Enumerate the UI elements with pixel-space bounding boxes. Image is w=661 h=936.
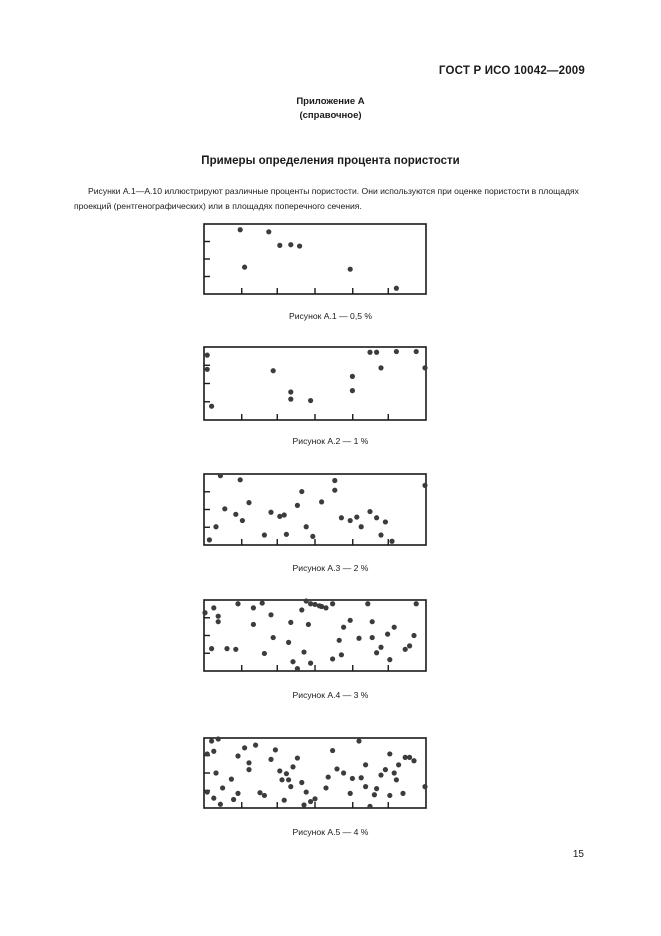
pore-dot: [202, 610, 207, 615]
pore-dot: [235, 753, 240, 758]
pore-dot: [216, 736, 221, 741]
pore-dot: [422, 784, 427, 789]
pore-dot: [216, 619, 221, 624]
pore-dot: [284, 771, 289, 776]
pore-dot: [205, 367, 210, 372]
pore-dot: [209, 738, 214, 743]
pore-dot: [304, 789, 309, 794]
pore-dot: [220, 785, 225, 790]
pore-dot: [211, 749, 216, 754]
pore-dot: [392, 770, 397, 775]
pore-dot: [339, 652, 344, 657]
pore-dot: [240, 518, 245, 523]
pore-dot: [387, 657, 392, 662]
pore-dot: [378, 772, 383, 777]
pore-dot: [304, 524, 309, 529]
pore-dot: [396, 762, 401, 767]
pore-dot: [295, 755, 300, 760]
pore-dot: [301, 649, 306, 654]
pore-dot: [242, 745, 247, 750]
pore-dot: [374, 786, 379, 791]
pore-dot: [308, 661, 313, 666]
pore-dot: [374, 650, 379, 655]
pore-dot: [319, 499, 324, 504]
pore-dot: [257, 790, 262, 795]
pore-dot: [403, 647, 408, 652]
page-number: 15: [572, 849, 584, 860]
document-header: ГОСТ Р ИСО 10042—2009: [438, 65, 585, 77]
figure-a3: [203, 473, 427, 546]
pore-dot: [323, 785, 328, 790]
pore-dot: [295, 503, 300, 508]
pore-dot: [337, 638, 342, 643]
pore-dot: [290, 659, 295, 664]
pore-dot: [299, 489, 304, 494]
pore-dot: [297, 243, 302, 248]
pore-dot: [246, 767, 251, 772]
pore-dot: [209, 404, 214, 409]
pore-dot: [400, 791, 405, 796]
pore-dot: [422, 483, 427, 488]
pore-dot: [235, 791, 240, 796]
pore-dot: [339, 515, 344, 520]
pore-dot: [374, 350, 379, 355]
pore-dot: [205, 751, 210, 756]
pore-dot: [363, 784, 368, 789]
porosity-plot-a4: [203, 599, 427, 672]
pore-dot: [282, 512, 287, 517]
pore-dot: [367, 804, 372, 809]
pore-dot: [394, 286, 399, 291]
pore-dot: [394, 777, 399, 782]
pore-dot: [383, 767, 388, 772]
pore-dot: [312, 796, 317, 801]
pore-dot: [260, 600, 265, 605]
pore-dot: [224, 646, 229, 651]
pore-dot: [277, 243, 282, 248]
pore-dot: [268, 757, 273, 762]
pore-dot: [306, 622, 311, 627]
pore-dot: [407, 755, 412, 760]
body-paragraph-text: Рисунки А.1—А.10 иллюстрируют различные проценты пористости. Они используются при оценке пористости в площадях проекций (рентгенографических) или в площадях поперечного сечения.: [74, 186, 579, 211]
pore-dot: [251, 622, 256, 627]
pore-dot: [262, 793, 267, 798]
pore-dot: [262, 532, 267, 537]
porosity-plot-a5: [203, 737, 427, 809]
pore-dot: [378, 645, 383, 650]
pore-dot: [323, 605, 328, 610]
pore-dot: [207, 537, 212, 542]
pore-dot: [288, 242, 293, 247]
pore-dot: [218, 473, 223, 478]
pore-dot: [354, 514, 359, 519]
pore-dot: [414, 349, 419, 354]
pore-dot: [304, 598, 309, 603]
plot-frame: [204, 474, 426, 545]
pore-dot: [341, 625, 346, 630]
body-paragraph: [74, 184, 589, 214]
pore-dot: [378, 365, 383, 370]
pore-dot: [288, 784, 293, 789]
pore-dot: [211, 796, 216, 801]
plot-frame: [204, 600, 426, 671]
pore-dot: [308, 601, 313, 606]
pore-dot: [350, 374, 355, 379]
pore-dot: [238, 477, 243, 482]
figure-a2: [203, 346, 427, 421]
pore-dot: [374, 515, 379, 520]
pore-dot: [387, 793, 392, 798]
pore-dot: [348, 267, 353, 272]
figure-caption-a3: Рисунок А.3 — 2 %: [292, 563, 369, 573]
pore-dot: [365, 601, 370, 606]
pore-dot: [213, 524, 218, 529]
pore-dot: [238, 227, 243, 232]
pore-dot: [359, 775, 364, 780]
porosity-plot-a3: [203, 473, 427, 546]
pore-dot: [411, 633, 416, 638]
figure-caption-a4: Рисунок А.4 — 3 %: [292, 690, 369, 700]
pore-dot: [277, 768, 282, 773]
pore-dot: [251, 605, 256, 610]
figure-caption-a1: Рисунок А.1 — 0,5 %: [288, 311, 373, 321]
pore-dot: [378, 532, 383, 537]
figure-caption-a2: Рисунок А.2 — 1 %: [292, 436, 369, 446]
pore-dot: [277, 514, 282, 519]
pore-dot: [286, 777, 291, 782]
pore-dot: [326, 774, 331, 779]
pore-dot: [268, 612, 273, 617]
pore-dot: [367, 509, 372, 514]
pore-dot: [271, 368, 276, 373]
pore-dot: [330, 601, 335, 606]
pore-dot: [299, 780, 304, 785]
pore-dot: [310, 534, 315, 539]
pore-dot: [242, 265, 247, 270]
pore-dot: [268, 510, 273, 515]
pore-dot: [414, 601, 419, 606]
pore-dot: [218, 802, 223, 807]
pore-dot: [348, 518, 353, 523]
pore-dot: [312, 602, 317, 607]
pore-dot: [205, 789, 210, 794]
section-title: Примеры определения процента пористости: [201, 155, 460, 167]
porosity-plot-a2: [203, 346, 427, 421]
pore-dot: [288, 389, 293, 394]
pore-dot: [392, 625, 397, 630]
pore-dot: [231, 797, 236, 802]
pore-dot: [350, 388, 355, 393]
pore-dot: [330, 748, 335, 753]
pore-dot: [290, 764, 295, 769]
porosity-plot-a1: [203, 223, 427, 295]
pore-dot: [279, 777, 284, 782]
pore-dot: [205, 353, 210, 358]
figure-a4: [203, 599, 427, 672]
pore-dot: [370, 635, 375, 640]
pore-dot: [213, 770, 218, 775]
pore-dot: [341, 770, 346, 775]
pore-dot: [319, 604, 324, 609]
pore-dot: [209, 646, 214, 651]
pore-dot: [389, 539, 394, 544]
pore-dot: [271, 635, 276, 640]
pore-dot: [216, 614, 221, 619]
pore-dot: [253, 743, 258, 748]
pore-dot: [332, 478, 337, 483]
pore-dot: [308, 398, 313, 403]
pore-dot: [211, 605, 216, 610]
figure-a5: [203, 737, 427, 809]
pore-dot: [246, 760, 251, 765]
pore-dot: [332, 488, 337, 493]
pore-dot: [383, 519, 388, 524]
pore-dot: [348, 618, 353, 623]
figure-caption-a5: Рисунок А.5 — 4 %: [292, 827, 369, 837]
pore-dot: [330, 656, 335, 661]
pore-dot: [284, 532, 289, 537]
plot-frame: [204, 224, 426, 294]
pore-dot: [266, 229, 271, 234]
appendix-title: Приложение А: [296, 96, 365, 107]
pore-dot: [411, 758, 416, 763]
pore-dot: [356, 738, 361, 743]
pore-dot: [262, 651, 267, 656]
pore-dot: [301, 802, 306, 807]
pore-dot: [273, 747, 278, 752]
pore-dot: [295, 666, 300, 671]
pore-dot: [372, 792, 377, 797]
pore-dot: [350, 776, 355, 781]
pore-dot: [356, 636, 361, 641]
pore-dot: [334, 766, 339, 771]
pore-dot: [348, 791, 353, 796]
pore-dot: [222, 506, 227, 511]
pore-dot: [233, 512, 238, 517]
pore-dot: [422, 365, 427, 370]
pore-dot: [288, 397, 293, 402]
pore-dot: [363, 762, 368, 767]
pore-dot: [229, 777, 234, 782]
figure-a1: [203, 223, 427, 295]
pore-dot: [394, 349, 399, 354]
appendix-type: (справочное): [299, 110, 362, 121]
plot-frame: [204, 347, 426, 420]
pore-dot: [282, 798, 287, 803]
pore-dot: [288, 620, 293, 625]
pore-dot: [308, 799, 313, 804]
pore-dot: [246, 500, 251, 505]
pore-dot: [299, 607, 304, 612]
pore-dot: [359, 524, 364, 529]
pore-dot: [286, 640, 291, 645]
pore-dot: [407, 643, 412, 648]
pore-dot: [385, 632, 390, 637]
pore-dot: [387, 751, 392, 756]
pore-dot: [235, 601, 240, 606]
pore-dot: [367, 350, 372, 355]
pore-dot: [370, 619, 375, 624]
pore-dot: [233, 647, 238, 652]
